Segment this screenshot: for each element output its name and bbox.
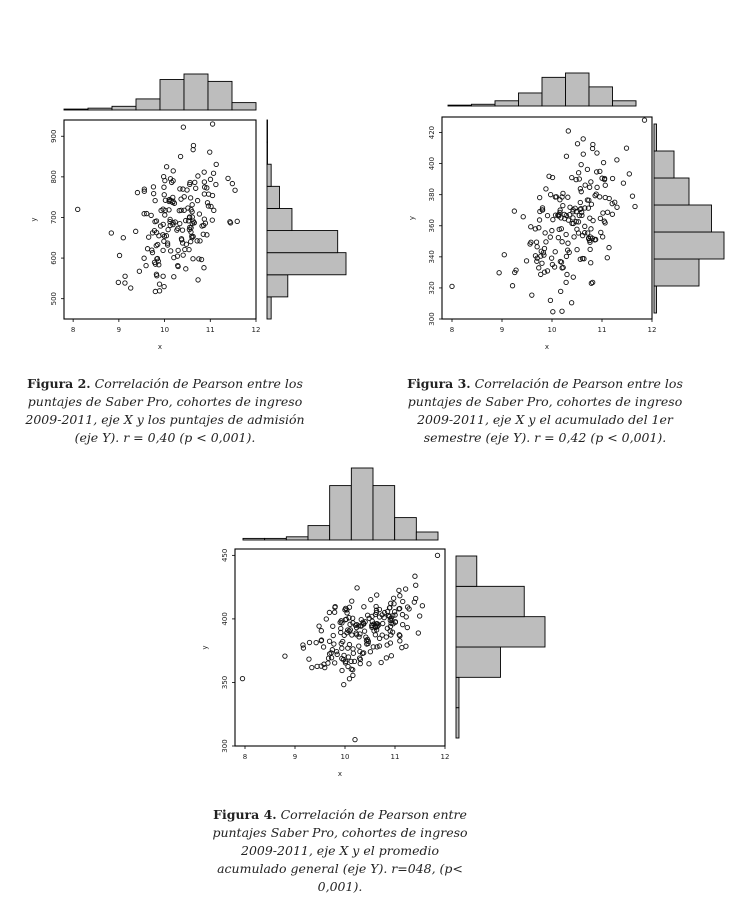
data-point — [321, 645, 325, 649]
data-point — [283, 654, 287, 658]
y-tick-label: 600 — [50, 251, 58, 265]
data-point — [301, 643, 305, 647]
data-point — [362, 629, 366, 633]
top-histogram-bar — [308, 526, 330, 540]
right-histogram-bar — [456, 708, 459, 738]
data-point — [349, 659, 353, 663]
y-tick-label: 700 — [50, 210, 58, 225]
data-point — [342, 682, 346, 686]
data-point — [413, 574, 417, 578]
data-point — [351, 651, 355, 655]
top-histogram-bar — [243, 538, 265, 540]
x-tick-label: 10 — [340, 753, 350, 761]
data-point — [332, 610, 336, 614]
data-point — [417, 614, 421, 618]
data-point — [389, 654, 393, 658]
data-point — [340, 646, 344, 650]
y-tick-label: 340 — [428, 250, 436, 264]
data-point — [351, 647, 355, 651]
right-histogram-bar — [456, 617, 545, 647]
data-point — [398, 594, 402, 598]
data-point — [369, 597, 373, 601]
data-point — [310, 665, 314, 669]
figure-4-caption — [205, 806, 475, 896]
data-point — [342, 633, 346, 637]
x-axis-label: x — [157, 343, 163, 351]
y-tick-label: 450 — [221, 548, 229, 563]
right-histogram-bar — [456, 586, 524, 616]
data-point — [397, 588, 401, 592]
top-histogram-bar — [395, 518, 417, 540]
figure-4-caption-lead: Figura 4. — [213, 807, 277, 822]
data-point — [400, 612, 404, 616]
y-axis-label: y — [408, 215, 416, 221]
data-point — [331, 624, 335, 628]
figure-3-caption-body: Correlación de Pearson entre los puntajes de Saber Pro, cohortes de ingreso 2009-2011, eje X y el acumulado del 1er semestre (eje Y). r = 0,42 (p < 0,001). — [407, 376, 683, 445]
data-point — [324, 617, 328, 621]
y-tick-label: 400 — [428, 156, 436, 171]
figure-2-caption-lead: Figura 2. — [27, 376, 91, 391]
data-point — [340, 668, 344, 672]
x-tick-label: 11 — [205, 326, 215, 334]
x-tick-label: 11 — [597, 326, 607, 334]
data-point — [401, 599, 405, 603]
top-histogram-bar — [416, 532, 438, 540]
data-point — [362, 605, 366, 609]
figure-3-caption-lead: Figura 3. — [407, 376, 471, 391]
y-axis-label: y — [201, 645, 209, 650]
x-tick-label: 8 — [242, 753, 248, 761]
figure-2-caption — [25, 375, 305, 447]
x-tick-label: 12 — [647, 326, 657, 334]
data-point — [314, 640, 318, 644]
top-histogram-bar — [286, 537, 308, 540]
y-tick-label: 380 — [428, 188, 436, 202]
x-tick-label: 9 — [499, 326, 505, 334]
top-histogram-bar — [351, 468, 373, 540]
data-point — [391, 596, 395, 600]
data-point — [398, 639, 402, 643]
y-tick-label: 400 — [221, 612, 229, 626]
data-point — [414, 583, 418, 587]
data-point — [331, 633, 335, 637]
data-point — [350, 599, 354, 603]
data-point — [240, 676, 244, 680]
data-point — [351, 673, 355, 677]
y-tick-label: 300 — [221, 739, 229, 753]
figure-4-caption-body: Correlación de Pearson entre puntajes Saber Pro, cohortes de ingreso 2009-2011, eje X y el promedio acumulado general (eje Y). r=048, (p< 0,001). — [212, 807, 468, 894]
data-point — [400, 645, 404, 649]
data-point — [375, 593, 379, 597]
x-tick-label: 10 — [547, 326, 557, 334]
data-point — [405, 625, 409, 629]
x-tick-label: 9 — [292, 753, 298, 761]
y-tick-label: 420 — [428, 125, 436, 140]
x-tick-label: 11 — [390, 753, 400, 761]
top-histogram-bar — [373, 486, 395, 540]
data-point — [353, 737, 357, 741]
x-tick-label: 8 — [70, 326, 76, 334]
figure-3-caption — [405, 375, 685, 447]
data-point — [355, 586, 359, 590]
data-point — [317, 624, 321, 628]
data-point — [384, 635, 388, 639]
data-point — [357, 644, 361, 648]
data-point — [379, 660, 383, 664]
data-point — [335, 652, 339, 656]
x-tick-label: 8 — [449, 326, 455, 334]
data-point — [307, 657, 311, 661]
data-point — [346, 655, 350, 659]
y-tick-label: 900 — [50, 129, 58, 143]
top-histogram-bar — [265, 538, 287, 540]
x-axis-label: x — [544, 343, 550, 351]
right-histogram-bar — [456, 677, 459, 707]
y-tick-label: 360 — [428, 219, 436, 233]
y-tick-label: 320 — [428, 281, 436, 295]
figure-2-caption-body: Correlación de Pearson entre los puntajes de Saber Pro, cohortes de ingreso 2009-2011, eje X y los puntajes de admisión (eje Y). r = 0,40 (p < 0,001). — [25, 376, 305, 445]
data-point — [332, 642, 336, 646]
data-point — [416, 631, 420, 635]
data-point — [403, 587, 407, 591]
data-point — [368, 650, 372, 654]
data-point — [384, 656, 388, 660]
top-histogram-bar — [330, 486, 352, 540]
data-point — [350, 633, 354, 637]
y-tick-label: 350 — [221, 675, 229, 690]
data-point — [381, 621, 385, 625]
x-tick-label: 10 — [160, 326, 170, 334]
data-point — [327, 610, 331, 614]
data-point — [332, 661, 336, 665]
y-tick-label: 800 — [50, 170, 58, 184]
y-tick-label: 300 — [428, 312, 436, 326]
data-point — [420, 604, 424, 608]
x-tick-label: 9 — [116, 326, 122, 334]
y-tick-label: 500 — [50, 292, 58, 306]
right-histogram-bar — [456, 647, 501, 677]
x-tick-label: 12 — [251, 326, 261, 334]
x-tick-label: 12 — [440, 753, 450, 761]
data-point — [307, 640, 311, 644]
data-point — [435, 553, 439, 557]
data-point — [327, 639, 331, 643]
data-point — [392, 602, 396, 606]
data-point — [319, 628, 323, 632]
data-point — [400, 622, 404, 626]
right-histogram-bar — [456, 556, 477, 586]
x-axis-label: x — [337, 770, 343, 778]
data-point — [373, 633, 377, 637]
y-axis-label: y — [30, 217, 38, 222]
data-point — [367, 662, 371, 666]
